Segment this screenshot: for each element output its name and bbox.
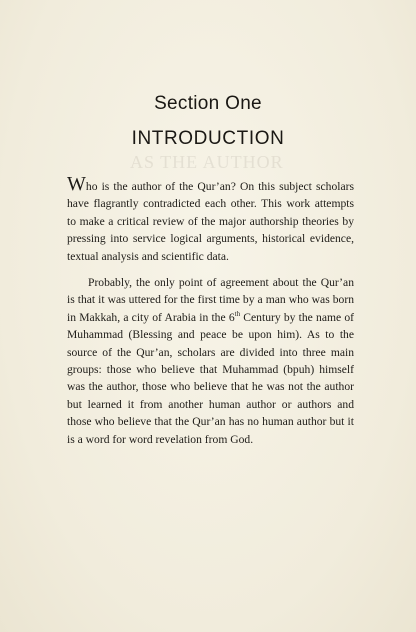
- paragraph-2: [67, 274, 354, 448]
- body-text: [67, 174, 354, 457]
- paragraph-1-text: ho is the author of the Qur’an? On this subject scholars have flagrantly contradicted each other. This work attempts to make a critical review of the major authorship theories by pressing into service logical arguments, historical evidence, textual analysis and scientific data.: [67, 180, 354, 263]
- drop-cap: W: [67, 173, 86, 195]
- show-through-text: AS THE AUTHOR: [130, 152, 284, 172]
- page-title: INTRODUCTION: [131, 128, 285, 149]
- paragraph-2-text-a: Probably, the only point of agreement about the Qur’an is that it was uttered for the first time by a man who was born in Makkah, a city of Arabia in the 6: [67, 276, 354, 324]
- section-label: Section One: [154, 93, 262, 114]
- paragraph-1: [67, 174, 354, 265]
- superscript: th: [234, 309, 241, 318]
- paragraph-2-text-b: Century by the name of Muhammad (Blessing and peace be upon him). As to the source of the Qur’an, scholars are divided into three main groups: those who believe that Muhammad (bpuh) himself was the author, those who believe that he was not the author but learned it from another human author or authors and those who believe that the Qur’an has no human author but it is a word for word revelation from God.: [67, 310, 354, 446]
